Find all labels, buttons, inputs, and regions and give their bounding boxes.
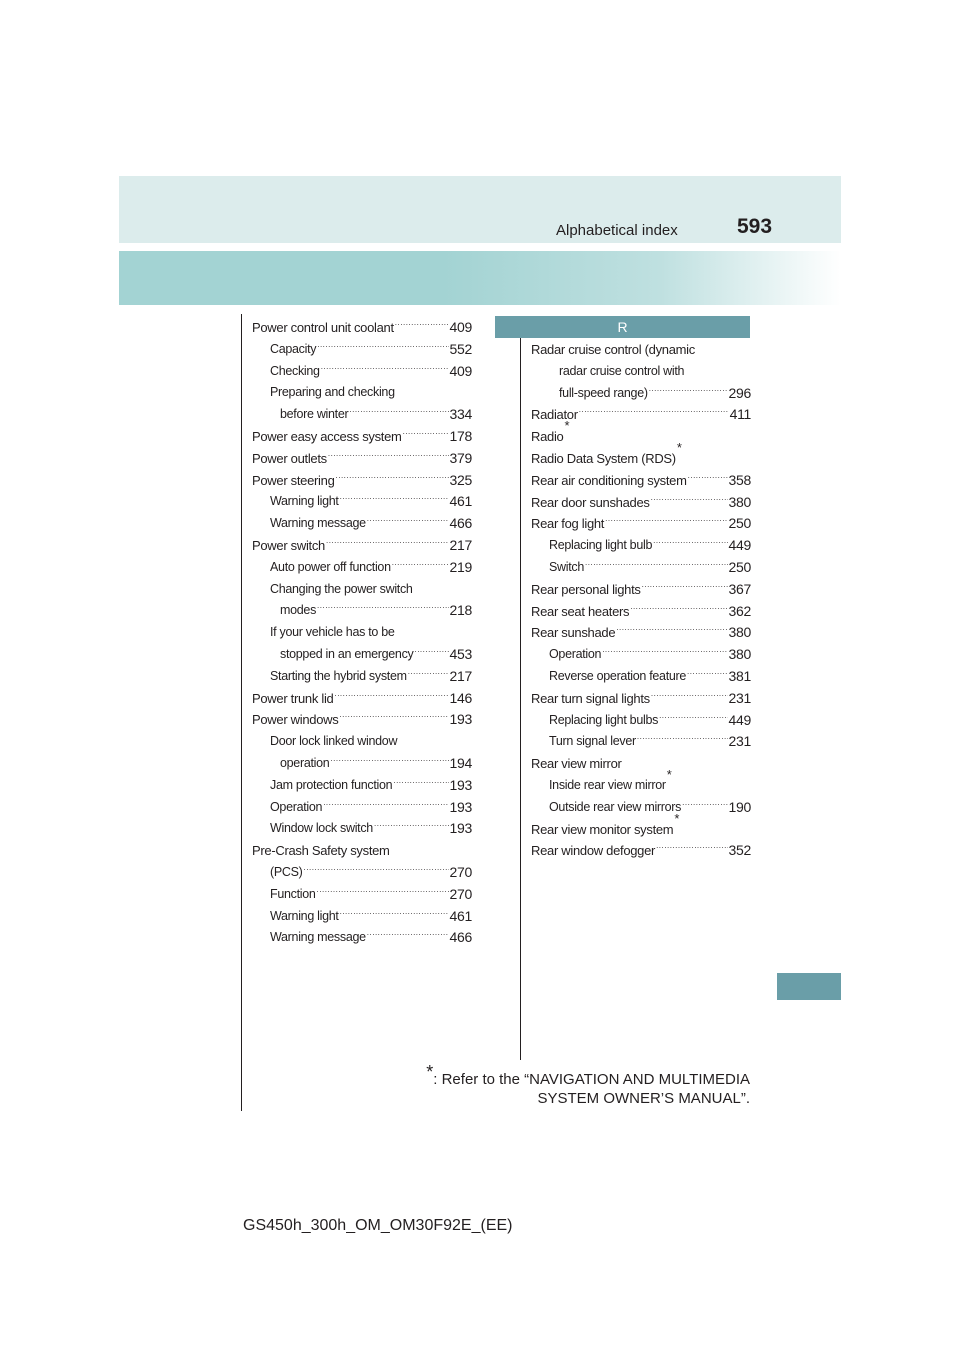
footnote-marker: *: [666, 766, 672, 782]
column-divider-rule: [520, 338, 521, 1060]
leader-dots: [317, 339, 448, 361]
index-entry-label: Capacity: [270, 341, 317, 356]
index-entry: [252, 797, 472, 819]
index-entry: [531, 840, 751, 862]
leader-dots: [367, 513, 449, 535]
index-entry: [531, 666, 751, 688]
index-entry-label: Power easy access system: [252, 428, 402, 444]
footnote-line-1: : Refer to the “NAVIGATION AND MULTIMEDIA: [433, 1071, 750, 1088]
index-entry-page: 380: [728, 493, 751, 510]
index-entry-page: 231: [728, 733, 751, 750]
index-entry: [252, 666, 472, 688]
footnote: [380, 1062, 750, 1108]
leader-dots: [317, 884, 449, 906]
index-entry-page: 466: [449, 929, 472, 946]
footnote-star: *: [426, 1062, 434, 1082]
index-entry: [252, 557, 472, 579]
index-entry-label: Power outlets: [252, 450, 327, 466]
leader-dots: [392, 557, 449, 579]
index-entry: [531, 753, 751, 775]
index-entry: [531, 688, 751, 710]
index-entry: [252, 404, 472, 426]
index-entry-page: 190: [728, 798, 751, 815]
leader-dots: [408, 666, 449, 688]
leader-dots: [340, 906, 449, 928]
index-entry-page: 217: [449, 536, 472, 553]
section-letter-bar: R: [495, 316, 750, 338]
index-entry-page: 358: [728, 471, 751, 488]
index-entry: [252, 927, 472, 949]
index-entry-label: Replacing light bulbs: [549, 712, 659, 727]
leader-dots: [339, 709, 448, 731]
header-gradient-band: [119, 251, 841, 305]
leader-dots: [642, 579, 728, 601]
index-entry-label: Reverse operation feature: [549, 668, 687, 683]
index-entry-label: Radio: [531, 429, 564, 445]
index-entry-label: Door lock linked window: [270, 734, 398, 749]
footnote-marker: *: [674, 810, 680, 826]
index-entry: [252, 906, 472, 928]
index-entry: [252, 840, 472, 862]
index-entry: [252, 448, 472, 470]
index-entry: [531, 361, 751, 383]
leader-dots: [393, 775, 448, 797]
footnote-line-2: SYSTEM OWNER’S MANUAL”.: [537, 1090, 750, 1107]
index-entry-label: Preparing and checking: [270, 385, 395, 400]
index-entry-page: 461: [449, 907, 472, 924]
index-entry-label: Rear turn signal lights: [531, 690, 650, 706]
leader-dots: [585, 557, 728, 579]
index-entry-label: Rear window defogger: [531, 843, 656, 859]
index-entry-page: 411: [729, 406, 751, 423]
index-entry-page: 449: [728, 711, 751, 728]
index-entry-label: Warning light: [270, 494, 339, 509]
index-entry-label: Operation: [270, 799, 323, 814]
index-entry-page: 217: [449, 667, 472, 684]
header-title: Alphabetical index: [556, 222, 678, 239]
index-entry: [252, 753, 472, 775]
index-entry: [531, 418, 751, 448]
index-entry-label: Warning message: [270, 516, 366, 531]
index-entry-page: 218: [449, 602, 472, 619]
index-entry-label: Rear view monitor system: [531, 821, 674, 837]
index-entry: [531, 535, 751, 557]
index-entry-label: Starting the hybrid system: [270, 668, 407, 683]
leader-dots: [602, 644, 727, 666]
index-entry: [252, 513, 472, 535]
leader-dots: [653, 535, 727, 557]
index-entry: [531, 622, 751, 644]
leader-dots: [323, 797, 448, 819]
index-entry-page: 453: [449, 645, 472, 662]
leader-dots: [330, 753, 448, 775]
index-entry: [252, 862, 472, 884]
leader-dots: [651, 492, 728, 514]
index-entry: [531, 731, 751, 753]
index-entry-label: modes: [280, 603, 317, 618]
index-entry: [531, 470, 751, 492]
index-entry-page: 146: [449, 689, 472, 706]
index-entry: [531, 579, 751, 601]
header-band: [119, 176, 841, 243]
index-entry-page: 178: [449, 427, 472, 444]
leader-dots: [656, 840, 727, 862]
left-margin-rule: [241, 314, 242, 1111]
index-entry-label: Power windows: [252, 712, 339, 728]
leader-dots: [605, 513, 727, 535]
index-entry-label: Pre-Crash Safety system: [252, 843, 390, 859]
index-entry-label: Turn signal lever: [549, 734, 636, 749]
index-entry-label: If your vehicle has to be: [270, 625, 395, 640]
index-entry-page: 193: [449, 711, 472, 728]
index-entry-label: Inside rear view mirror: [549, 777, 666, 792]
index-entry-page: 194: [449, 754, 472, 771]
index-entry-label: Warning light: [270, 908, 339, 923]
leader-dots: [688, 470, 728, 492]
index-entry-label: Rear fog light: [531, 516, 605, 532]
index-entry: [531, 601, 751, 623]
index-entry: [252, 775, 472, 797]
index-entry: [252, 317, 472, 339]
index-entry: [252, 535, 472, 557]
index-entry: [252, 818, 472, 840]
index-entry-label: Checking: [270, 363, 320, 378]
index-entry-label: Jam protection function: [270, 777, 393, 792]
index-entry: [252, 731, 472, 753]
index-entry-label: Radar cruise control (dynamic: [531, 342, 695, 357]
index-entry-page: 352: [728, 842, 751, 859]
index-entry-page: 270: [449, 885, 472, 902]
index-entry-page: 219: [449, 558, 472, 575]
index-entry: [531, 383, 751, 405]
index-entry: [252, 622, 472, 644]
index-entry-page: 379: [449, 449, 472, 466]
page-number: 593: [737, 215, 773, 238]
index-entry-page: 231: [728, 689, 751, 706]
index-entry-page: 409: [449, 362, 472, 379]
leader-dots: [637, 731, 728, 753]
leader-dots: [304, 862, 449, 884]
index-entry-label: Rear door sunshades: [531, 494, 650, 510]
index-entry: [252, 470, 472, 492]
index-entry-page: 380: [728, 624, 751, 641]
leader-dots: [317, 600, 449, 622]
index-entry-label: Changing the power switch: [270, 581, 413, 596]
leader-dots: [328, 448, 449, 470]
index-entry-page: 552: [449, 340, 472, 357]
footnote-marker: *: [676, 439, 682, 455]
index-entry: [252, 709, 472, 731]
index-entry: [531, 339, 751, 361]
index-entry: [252, 579, 472, 601]
index-entry-page: 270: [449, 863, 472, 880]
index-entry-page: 250: [728, 558, 751, 575]
index-entry-label: Rear view mirror: [531, 756, 622, 772]
index-entry-page: 193: [449, 776, 472, 793]
leader-dots: [659, 710, 727, 732]
index-entry-page: 466: [449, 515, 472, 532]
leader-dots: [630, 601, 727, 623]
leader-dots: [395, 317, 449, 339]
index-entry-page: 367: [728, 580, 751, 597]
index-entry-label: Rear air conditioning system: [531, 472, 687, 488]
leader-dots: [340, 491, 449, 513]
index-entry-page: 325: [449, 471, 472, 488]
index-entry: [252, 600, 472, 622]
index-entry: [252, 491, 472, 513]
leader-dots: [334, 688, 448, 710]
section-tab: [777, 973, 841, 1000]
leader-dots: [651, 688, 728, 710]
index-entry-label: Radio Data System (RDS): [531, 450, 676, 466]
leader-dots: [687, 666, 727, 688]
index-entry-page: 449: [728, 537, 751, 554]
index-entry-label: Power control unit coolant: [252, 320, 394, 335]
leader-dots: [321, 361, 449, 383]
index-entry: [252, 884, 472, 906]
leader-dots: [367, 927, 449, 949]
index-entry: [531, 439, 751, 470]
index-column-right: [531, 339, 751, 862]
index-entry: [252, 426, 472, 448]
index-entry-label: Window lock switch: [270, 821, 373, 836]
index-entry-page: 296: [728, 384, 751, 401]
index-entry: [252, 339, 472, 361]
leader-dots: [374, 818, 449, 840]
index-entry: [531, 557, 751, 579]
leader-dots: [579, 404, 729, 426]
index-entry-page: 409: [449, 319, 472, 335]
index-entry: [531, 513, 751, 535]
index-entry-page: 193: [449, 820, 472, 837]
index-entry-page: 193: [449, 798, 472, 815]
index-entry-label: Rear sunshade: [531, 625, 616, 641]
index-entry-label: Rear personal lights: [531, 581, 641, 597]
index-entry-label: Outside rear view mirrors: [549, 799, 682, 814]
index-entry-label: full-speed range): [559, 385, 648, 400]
index-entry: [531, 710, 751, 732]
index-entry-label: operation: [280, 755, 330, 770]
index-entry: [252, 361, 472, 383]
index-entry-label: Function: [270, 886, 316, 901]
index-entry-label: Operation: [549, 647, 602, 662]
index-entry-label: Rear seat heaters: [531, 603, 630, 619]
index-entry: [531, 644, 751, 666]
index-entry-label: Switch: [549, 559, 585, 574]
index-entry: [531, 492, 751, 514]
leader-dots: [649, 383, 728, 405]
index-column-left: [252, 317, 472, 949]
leader-dots: [403, 426, 449, 448]
index-entry-page: 380: [728, 646, 751, 663]
index-entry-label: Warning message: [270, 930, 366, 945]
index-entry-label: Replacing light bulb: [549, 538, 653, 553]
index-entry-label: (PCS): [270, 864, 303, 879]
index-entry-label: Radiator: [531, 407, 578, 423]
index-entry: [531, 810, 751, 841]
leader-dots: [326, 535, 449, 557]
index-entry-label: radar cruise control with: [559, 363, 685, 378]
leader-dots: [349, 404, 448, 426]
index-entry-label: before winter: [280, 407, 349, 422]
leader-dots: [682, 797, 727, 819]
index-entry: [252, 644, 472, 666]
index-entry-page: 362: [728, 602, 751, 619]
index-entry-page: 334: [449, 406, 472, 423]
index-entry-label: Power steering: [252, 472, 335, 488]
index-entry-label: stopped in an emergency: [280, 646, 414, 661]
index-entry-page: 461: [449, 493, 472, 510]
index-entry-label: Auto power off function: [270, 559, 391, 574]
index-entry-label: Power trunk lid: [252, 690, 334, 706]
index-entry-label: Power switch: [252, 537, 325, 553]
index-entry: [252, 382, 472, 404]
index-entry: [531, 797, 751, 819]
footnote-marker: *: [564, 418, 570, 434]
leader-dots: [414, 644, 448, 666]
index-entry-page: 250: [728, 515, 751, 532]
index-entry: [531, 766, 751, 797]
index-entry: [252, 688, 472, 710]
index-entry-page: 381: [728, 667, 751, 684]
leader-dots: [336, 470, 449, 492]
leader-dots: [616, 622, 727, 644]
document-code: GS450h_300h_OM_OM30F92E_(EE): [243, 1217, 513, 1234]
